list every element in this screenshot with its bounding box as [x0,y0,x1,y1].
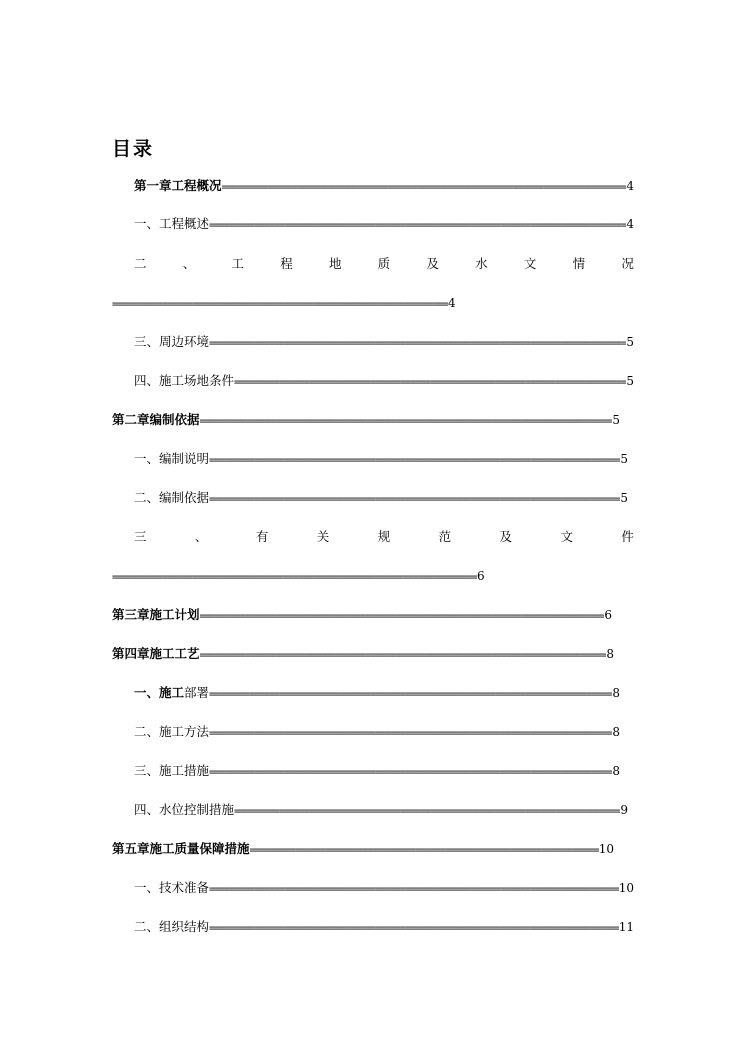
toc-entry-page: 10 [598,842,614,856]
toc-entry-char: 水 [475,256,488,271]
toc-leader [112,296,448,314]
toc-entry-char: 质 [377,256,391,271]
toc-title: 目录 [112,138,155,160]
toc-leader [209,491,620,509]
toc-entry-char: 地 [328,256,342,271]
toc-leader [209,335,626,353]
toc-entry-char: 范 [438,529,452,544]
toc-leader [222,179,627,197]
toc-entry-label: 二、编制依据 [134,490,210,505]
toc-entry-char: 情 [572,256,586,271]
toc-entry-section[interactable] [134,723,620,743]
toc-entry-label: 一、编制说明 [134,451,210,466]
toc-entry-char: 关 [316,529,330,544]
toc-entry-page: 5 [612,413,620,427]
toc-entry-char: 、 [194,529,208,544]
toc-entry-label: 一、技术准备 [134,880,210,895]
toc-leader [250,842,599,860]
toc-entry-char: 三 [134,529,147,544]
toc-entry-label: 三、周边环境 [134,334,210,349]
toc-entry-char: 程 [280,256,293,271]
toc-entry-char: 及 [499,529,513,544]
toc-entry-page: 8 [606,647,614,661]
toc-entry-page: 8 [612,686,620,700]
toc-entry-page: 6 [477,569,485,583]
toc-entry-page: 5 [626,374,634,388]
toc-entry-page: 8 [612,725,620,739]
toc-leader [209,881,619,899]
toc-leader [209,920,619,938]
toc-entry-page: 10 [618,881,634,895]
toc-entry-section[interactable] [134,801,628,821]
toc-entry-page: 4 [448,296,456,310]
toc-entry-section[interactable] [134,918,634,938]
toc-entry-page: 8 [612,764,620,778]
toc-entry-section[interactable] [134,762,620,782]
toc-leader [200,413,613,431]
toc-entry-page: 6 [604,608,612,622]
toc-entry-section[interactable] [134,879,634,899]
toc-entry-label: 一、工程概述 [134,216,210,231]
toc-entry-section[interactable] [134,489,628,509]
toc-entry-char: 、 [182,256,196,271]
toc-entry-label: 第二章编制依据 [112,412,200,427]
toc-entry-page: 9 [620,803,628,817]
toc-entry-label: 四、水位控制措施 [134,802,235,817]
toc-leader [234,803,620,821]
toc-entry-section[interactable] [134,215,634,235]
toc-leader [112,569,477,587]
toc-entry-label-bold: 一、施工 [134,685,185,700]
toc-entry-label: 第五章施工质量保障措施 [112,841,250,856]
toc-entry-char: 文 [560,529,573,544]
toc-entry-continuation [112,567,485,587]
toc-entry-chapter-5[interactable] [112,840,614,860]
toc-entry-section[interactable] [134,450,628,470]
toc-entry-chapter-2[interactable] [112,411,620,431]
toc-entry-label: 三、施工措施 [134,763,210,778]
toc-leader [209,217,626,235]
toc-leader [200,647,607,665]
toc-entry-label: 第三章施工计划 [112,607,200,622]
toc-entry-label: 部署 [184,685,210,700]
toc-entry-label: 二、组织结构 [134,919,210,934]
toc-leader [234,374,626,392]
toc-entry-continuation [112,294,456,314]
toc-entry-char: 文 [523,256,537,271]
toc-entry-char: 及 [426,256,439,271]
toc-entry-section-spread[interactable] [134,255,634,273]
toc-entry-char: 规 [377,529,391,544]
toc-entry-char: 况 [621,256,634,271]
toc-entry-char: 二 [134,256,147,271]
toc-entry-chapter-4[interactable] [112,645,614,665]
toc-entry-page: 4 [626,179,634,193]
toc-leader [209,764,612,782]
toc-entry-label: 第四章施工工艺 [112,646,200,661]
toc-entry-page: 5 [620,452,628,466]
toc-leader [209,725,612,743]
toc-entry-chapter-1[interactable] [134,177,634,197]
toc-entry-char: 工 [231,256,244,271]
toc-entry-char: 有 [255,529,269,544]
toc-entry-section-spread[interactable] [134,528,634,546]
toc-entry-label: 第一章工程概况 [134,178,222,193]
toc-entry-page: 11 [618,920,634,934]
toc-entry-section[interactable] [134,333,634,353]
toc-leader [209,686,612,704]
toc-entry-section[interactable] [134,372,634,392]
toc-entry-char: 件 [621,529,634,544]
toc-entry-chapter-3[interactable] [112,606,612,626]
toc-entry-page: 5 [626,335,634,349]
toc-leader [209,452,620,470]
toc-entry-label: 四、施工场地条件 [134,373,235,388]
toc-entry-page: 5 [620,491,628,505]
toc-entry-page: 4 [626,217,634,231]
toc-entry-label: 二、施工方法 [134,724,210,739]
toc-leader [200,608,605,626]
toc-entry-section[interactable] [134,684,620,704]
